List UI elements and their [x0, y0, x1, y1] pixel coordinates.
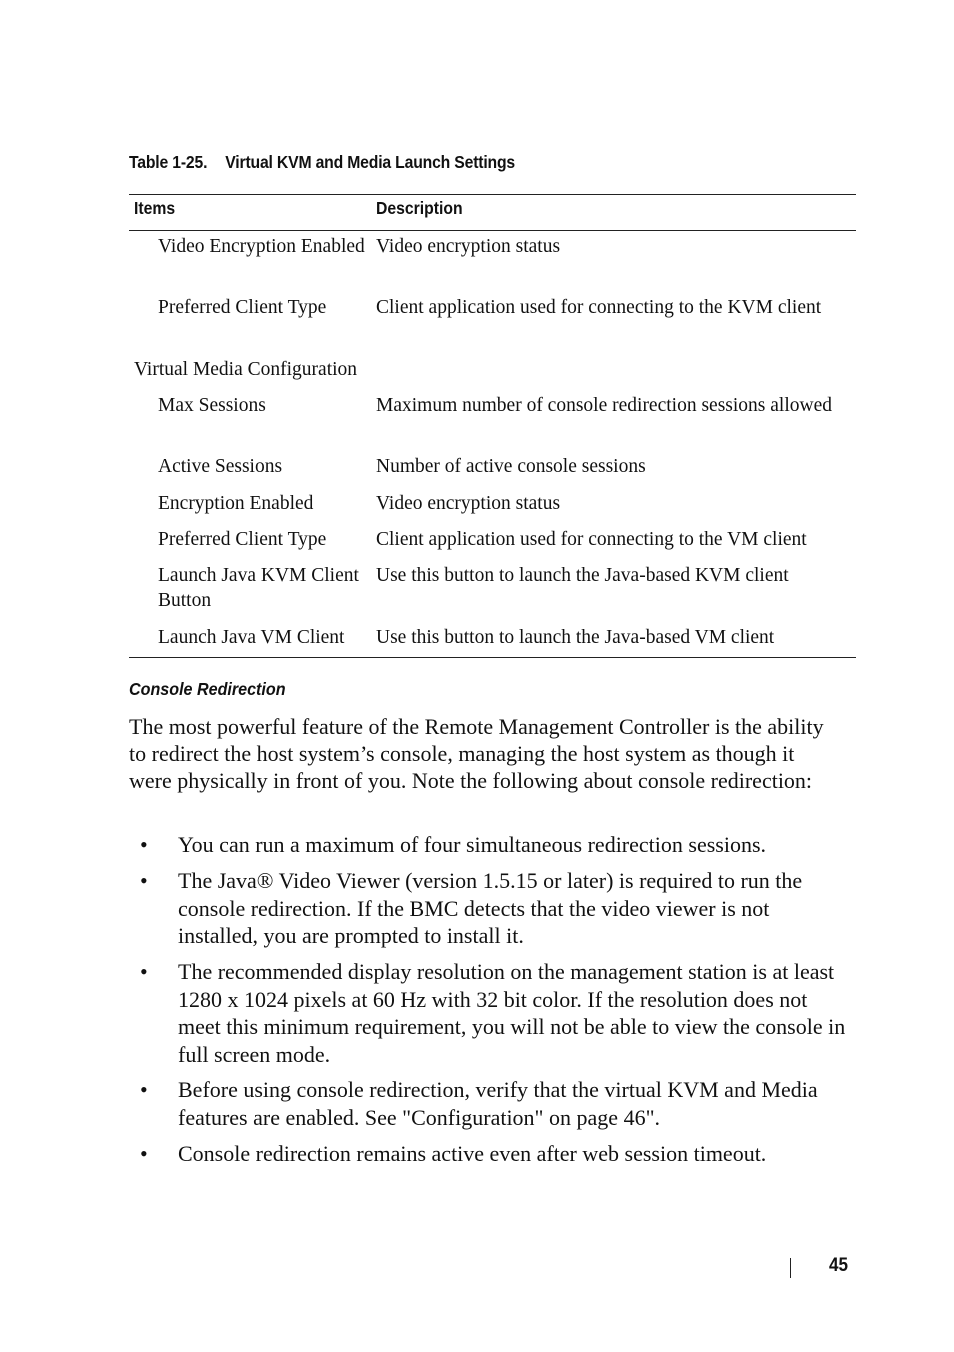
section-heading: Console Redirection [129, 679, 286, 699]
bullet-text: Before using console redirection, verify that the virtual KVM and Media features are enabled. See "Configuration" on page 46". [178, 1077, 818, 1130]
header-items: Items [134, 198, 176, 218]
bullet-text: Console redirection remains active even after web session timeout. [178, 1141, 767, 1166]
table-group-label: Virtual Media Configuration [134, 359, 358, 380]
table-row-item: Encryption Enabled [158, 493, 314, 514]
bullet-text: The Java® Video Viewer (version 1.5.15 or later) is required to run the console redirection. If the BMC detects that the video viewer is not installed, you are prompted to install it. [178, 868, 803, 948]
table-bottom-rule [129, 657, 856, 658]
table-row-item: Preferred Client Type [158, 529, 327, 550]
table-row-item: Launch Java VM Client [158, 627, 345, 648]
table-row-description: Client application used for connecting to the KVM client [376, 297, 822, 318]
table-row-item: Launch Java KVM Client Button [158, 565, 359, 611]
table-row-item: Max Sessions [158, 395, 266, 416]
bullet-text: The recommended display resolution on the management station is at least 1280 x 1024 pixels at 60 Hz with 32 bit color. If the resolution does not meet this minimum requirement, you will not be able to view the console in full screen mode. [178, 959, 846, 1067]
header-description: Description [376, 198, 463, 218]
table-caption-number: Table 1-25. [129, 152, 208, 172]
table-row-description: Number of active console sessions [376, 456, 646, 477]
table-row-description: Client application used for connecting to the VM client [376, 529, 807, 550]
table-row-item: Active Sessions [158, 456, 283, 477]
table-row-description: Use this button to launch the Java-based KVM client [376, 565, 789, 586]
section-intro: The most powerful feature of the Remote Management Controller is the ability to redirect the host system’s console, managing the host system as though it were physically in front of you. Note the following about console redirection: [129, 714, 824, 793]
table-header-rule [129, 230, 856, 231]
table-row-description: Maximum number of console redirection sessions allowed [376, 395, 832, 416]
bullet-text: You can run a maximum of four simultaneous redirection sessions. [178, 832, 767, 857]
bullet-marker: • [140, 832, 148, 857]
table-row-description: Use this button to launch the Java-based VM client [376, 627, 775, 648]
table-row-description: Video encryption status [376, 493, 561, 514]
page-number: 45 [829, 1255, 849, 1276]
bullet-marker: • [140, 1077, 148, 1102]
table-row-item: Preferred Client Type [158, 297, 327, 318]
table-top-rule [129, 194, 856, 195]
table-caption [129, 152, 515, 173]
table-row-description: Video encryption status [376, 236, 561, 257]
bullet-marker: • [140, 959, 148, 984]
bullet-marker: • [140, 868, 148, 893]
bullet-marker: • [140, 1141, 148, 1166]
table-row-item: Video Encryption Enabled [158, 236, 365, 257]
table-caption-title: Virtual KVM and Media Launch Settings [225, 152, 515, 172]
footer-divider [790, 1258, 791, 1278]
